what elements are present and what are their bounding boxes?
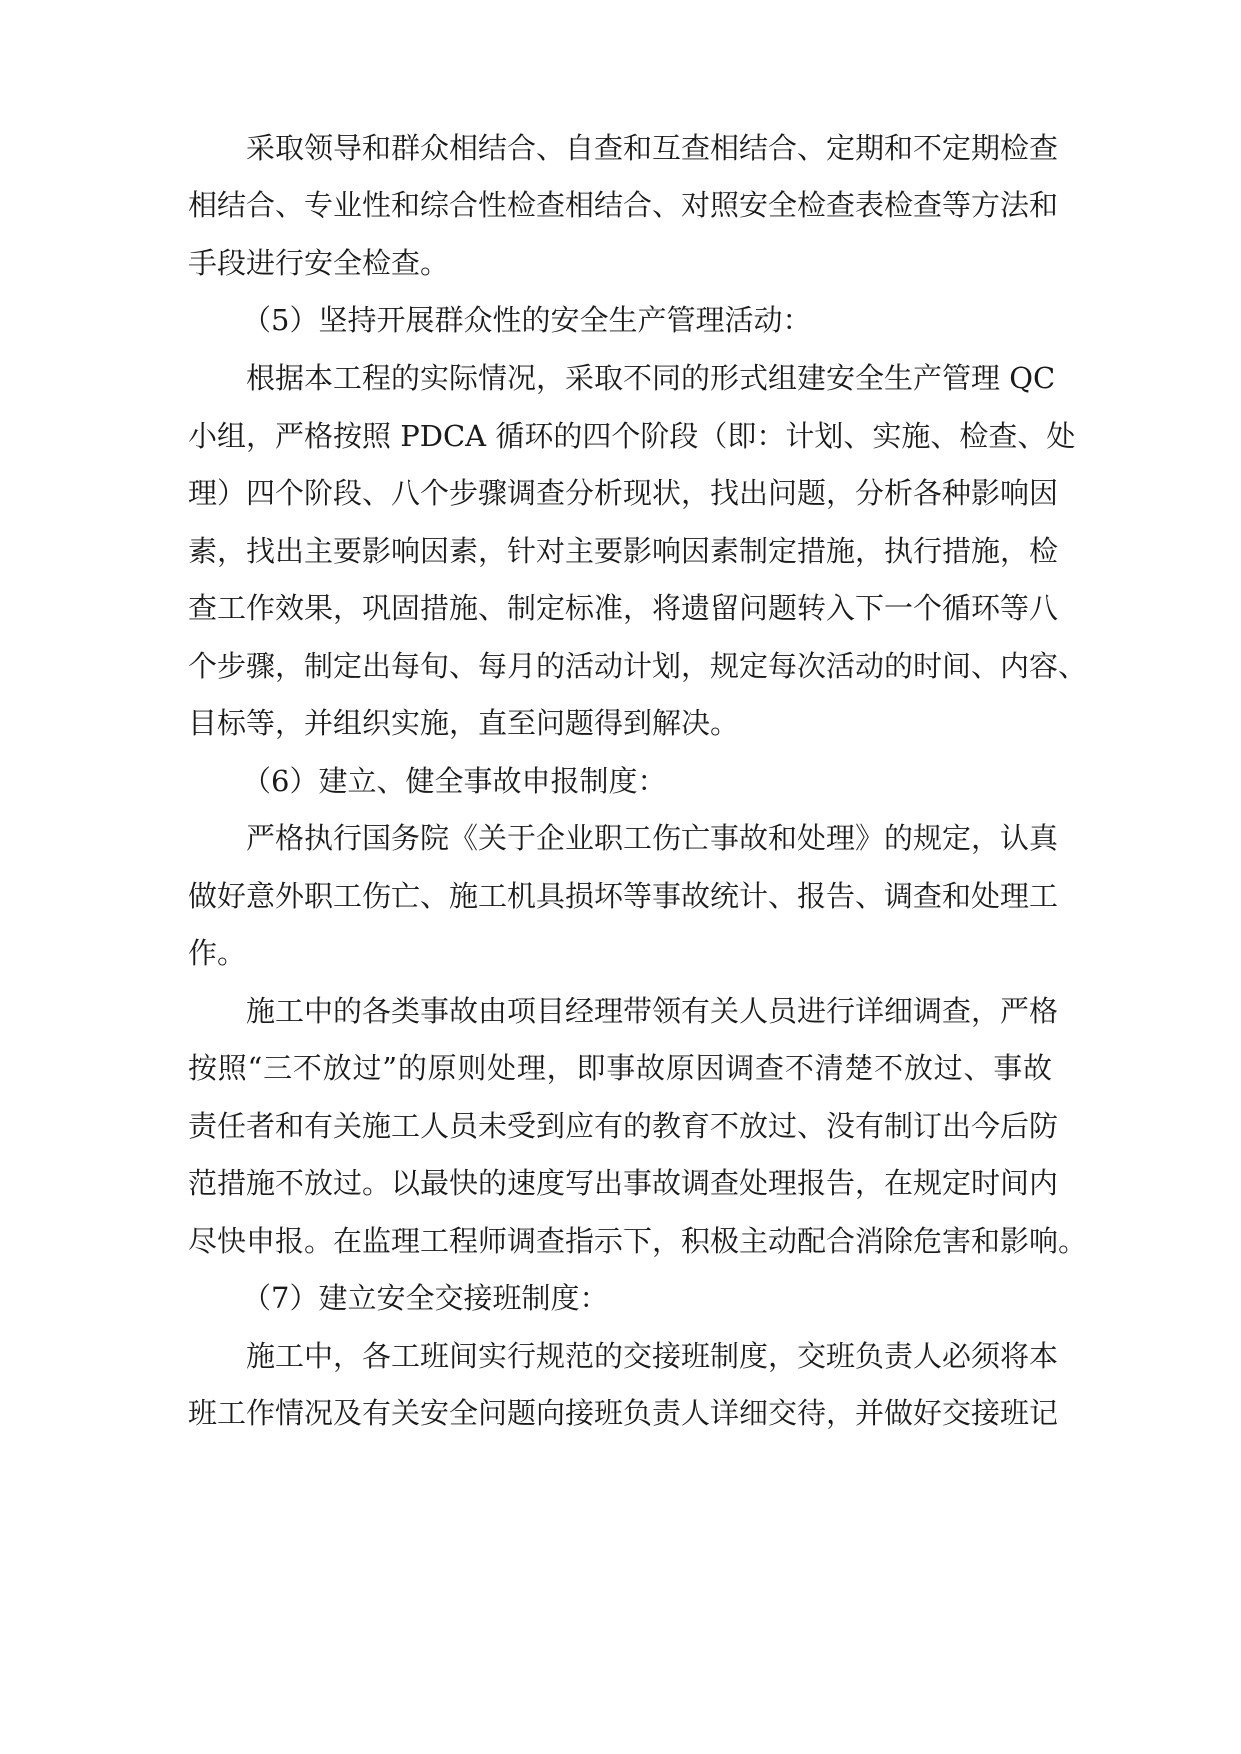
section-heading: （6）建立、健全事故申报制度： — [242, 764, 667, 798]
paragraph-line: 范措施不放过。以最快的速度写出事故调查处理报告，在规定时间内 — [188, 1166, 1059, 1200]
paragraph-line: 施工中的各类事故由项目经理带领有关人员进行详细调查，严格 — [246, 994, 1059, 1028]
paragraph-line: 责任者和有关施工人员未受到应有的教育不放过、没有制订出今后防 — [188, 1109, 1059, 1143]
paragraph-line: 班工作情况及有关安全问题向接班负责人详细交待，并做好交接班记 — [188, 1396, 1059, 1430]
paragraph-line: 严格执行国务院《关于企业职工伤亡事故和处理》的规定，认真 — [246, 821, 1059, 855]
paragraph-line: 根据本工程的实际情况，采取不同的形式组建安全生产管理 QC — [246, 361, 1056, 395]
paragraph-line: 施工中，各工班间实行规范的交接班制度，交班负责人必须将本 — [246, 1339, 1059, 1373]
paragraph-line: 理）四个阶段、八个步骤调查分析现状，找出问题，分析各种影响因 — [188, 476, 1059, 510]
paragraph-line: 做好意外职工伤亡、施工机具损坏等事故统计、报告、调查和处理工 — [188, 879, 1059, 913]
paragraph-line: 素，找出主要影响因素，针对主要影响因素制定措施，执行措施，检 — [188, 534, 1059, 568]
paragraph-line: 尽快申报。在监理工程师调查指示下，积极主动配合消除危害和影响。 — [188, 1224, 1088, 1258]
paragraph-line: 按照“三不放过”的原则处理，即事故原因调查不清楚不放过、事故 — [188, 1051, 1052, 1085]
paragraph-line: 作。 — [188, 936, 247, 970]
section-heading: （5）坚持开展群众性的安全生产管理活动： — [242, 303, 812, 337]
paragraph-line: 查工作效果，巩固措施、制定标准，将遗留问题转入下一个循环等八 — [188, 591, 1059, 625]
paragraph-line: 个步骤，制定出每旬、每月的活动计划，规定每次活动的时间、内容、 — [188, 649, 1088, 683]
paragraph-line: 手段进行安全检查。 — [188, 246, 450, 280]
paragraph-line: 小组，严格按照 PDCA 循环的四个阶段（即：计划、实施、检查、处 — [188, 419, 1076, 453]
paragraph-line: 目标等，并组织实施，直至问题得到解决。 — [188, 706, 740, 740]
paragraph-line: 采取领导和群众相结合、自查和互查相结合、定期和不定期检查 — [246, 131, 1059, 165]
paragraph-line: 相结合、专业性和综合性检查相结合、对照安全检查表检查等方法和 — [188, 188, 1059, 222]
section-heading: （7）建立安全交接班制度： — [242, 1281, 609, 1315]
